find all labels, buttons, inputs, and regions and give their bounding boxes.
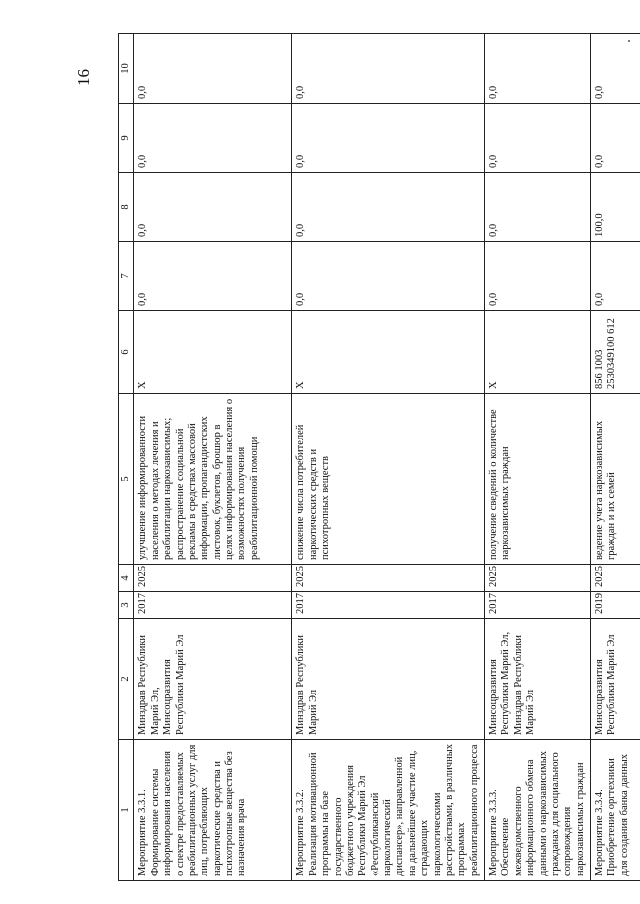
column-number: 7	[119, 242, 134, 311]
value-cell: 0,0	[292, 242, 485, 311]
value-cell: 0,0	[591, 104, 640, 173]
year-end-cell: 2025	[292, 565, 485, 592]
value-cell: 100,0	[591, 173, 640, 242]
value-cell: 0,0	[292, 173, 485, 242]
executor-cell: Минздрав Республики Марий Эл	[292, 619, 485, 740]
value-cell: 0,0	[134, 173, 292, 242]
year-end-cell: 2025	[485, 565, 591, 592]
value-cell: 0,0	[292, 104, 485, 173]
year-end-cell: 2025	[591, 565, 640, 592]
value-cell: 0,0	[292, 34, 485, 104]
column-number: 5	[119, 394, 134, 565]
activity-cell: Мероприятие 3.3.1. Формирование системы информирования населения о спектре предоставляемых реабилитационных услуг для лиц, потребляющих наркотические средства и психотропные вещества без назначения врача	[134, 740, 292, 881]
table-row	[292, 34, 485, 881]
year-start-cell: 2019	[591, 592, 640, 619]
year-start-cell: 2017	[292, 592, 485, 619]
column-number: 1	[119, 740, 134, 881]
year-start-cell: 2017	[485, 592, 591, 619]
column-number: 10	[119, 34, 134, 104]
column-number-header	[119, 34, 134, 881]
column-number: 3	[119, 592, 134, 619]
executor-cell: Минздрав Республики Марий Эл, Минсоцразвития Республики Марий Эл	[134, 619, 292, 740]
value-cell: 0,0	[134, 242, 292, 311]
table-row	[591, 34, 640, 881]
value-cell: 0,0	[591, 34, 640, 104]
value-cell: 0,0	[591, 242, 640, 311]
year-start-cell: 2017	[134, 592, 292, 619]
column-number: 2	[119, 619, 134, 740]
budget-code-cell: Х	[134, 311, 292, 394]
table-row	[485, 34, 591, 881]
result-cell: улучшение информированности населения о методах лечения и реабилитации наркозависимых; распространение социальной рекламы в средствах массовой информации, пропагандистских листовок, буклетов, брошюр в целях информирования населения о возможностях получения реабилитационной помощи	[134, 394, 292, 565]
value-cell: 0,0	[485, 34, 591, 104]
result-cell: получение сведений о количестве наркозависимых граждан	[485, 394, 591, 565]
value-cell: 0,0	[485, 242, 591, 311]
page-number: 16	[74, 69, 93, 86]
budget-code-cell: Х	[485, 311, 591, 394]
activity-cell: Мероприятие 3.3.2. Реализация мотивационной программы на базе государственного бюджетного учреждения Республики Марий Эл «Республиканский наркологический диспансер», направленной на дальнейшее участие лиц, страдающих наркологическими расстройствами, в различных программах реабилитационного процесса	[292, 740, 485, 881]
executor-cell: Минсоцразвития Республики Марий Эл	[591, 619, 640, 740]
activities-table	[118, 33, 640, 881]
scan-speck	[628, 40, 630, 42]
column-number: 8	[119, 173, 134, 242]
value-cell: 0,0	[134, 34, 292, 104]
result-cell: ведение учета наркозависимых граждан и их семей	[591, 394, 640, 565]
column-number: 6	[119, 311, 134, 394]
column-number: 4	[119, 565, 134, 592]
result-cell: снижение числа потребителей наркотических средств и психотропных веществ	[292, 394, 485, 565]
table-row	[134, 34, 292, 881]
value-cell: 0,0	[134, 104, 292, 173]
budget-code-cell: Х	[292, 311, 485, 394]
column-number: 9	[119, 104, 134, 173]
budget-code-cell: 856 1003 2530349100 612	[591, 311, 640, 394]
value-cell: 0,0	[485, 173, 591, 242]
value-cell: 0,0	[485, 104, 591, 173]
executor-cell: Минсоцразвития Республики Марий Эл, Минздрав Республики Марий Эл	[485, 619, 591, 740]
activity-cell: Мероприятие 3.3.3. Обеспечение межведомственного информационного обмена данными о наркозависимых гражданах для социального сопровождения наркозависимых граждан	[485, 740, 591, 881]
activity-cell: Мероприятие 3.3.4. Приобретение оргтехники для создания банка данных	[591, 740, 640, 881]
year-end-cell: 2025	[134, 565, 292, 592]
